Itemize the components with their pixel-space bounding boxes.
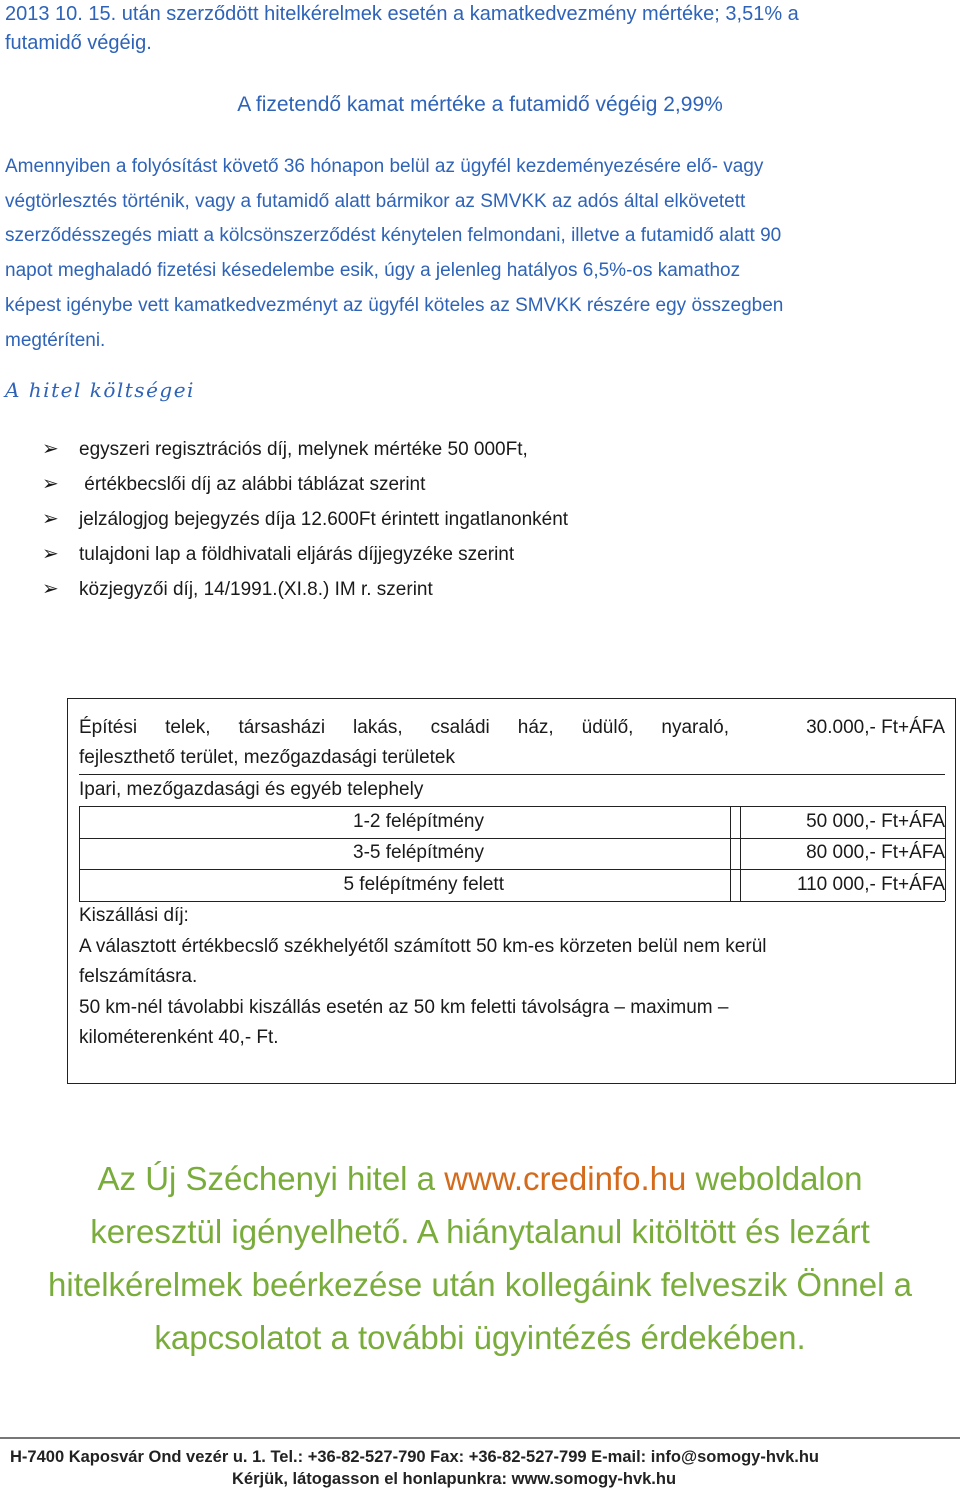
travel-fee-line: kilométerenként 40,- Ft. [79,1027,279,1048]
paragraph-line: megtéríteni. [5,329,106,351]
footer-divider [0,1437,960,1439]
footer-website-line: Kérjük, látogasson el honlapunkra: www.somogy-hvk.hu [232,1470,677,1488]
promo-line-3: hitelkérelmek beérkezése után kollegáink felveszik Önnel a [48,1266,912,1303]
paragraph-line: képest igénybe vett kamatkedvezményt az ügyfél köteles az SMVKK részére egy összegben [5,294,784,316]
table-cell-label: 5 felépítmény felett [343,874,504,895]
travel-fee-line: 50 km-nél távolabbi kiszállás esetén az 50 km feletti távolságra – maximum – [79,997,729,1018]
promo-line-2: keresztül igényelhető. A hiánytalanul kitöltött és lezárt [90,1213,870,1250]
travel-fee-line: A választott értékbecslő székhelyétől számított 50 km-es körzeten belül nem kerül [79,936,767,957]
paragraph-line: Amennyiben a folyósítást követő 36 hónapon belül az ügyfél kezdeményezésére elő- vagy [5,156,764,177]
travel-fee-line: felszámításra. [79,966,198,987]
paragraph-line: szerződésszegés miatt a kölcsönszerződést kénytelen felmondani, illetve a futamidő alatt 90 [5,225,782,247]
list-item [0,537,900,572]
travel-fee-title: Kiszállási díj: [79,905,189,926]
promo-line-1 [0,1152,960,1205]
intro-line-2: futamidő végéig. [5,32,152,54]
table-border [79,806,80,901]
promo-line-4: kapcsolatot a további ügyintézés érdekében. [154,1319,806,1356]
rate-heading: A fizetendő kamat mértéke a futamidő végéig 2,99% [237,93,723,116]
costs-list [0,432,900,607]
list-item-text: tulajdoni lap a földhivatali eljárás díjjegyzéke szerint [79,544,515,565]
list-item-text: közjegyzői díj, 14/1991.(XI.8.) IM r. szerint [79,579,433,600]
table-cell-desc: Építési telek, társasházi lakás, családi ház, üdülő, nyaraló, [79,717,729,738]
list-item-text: jelzálogjog bejegyzés díja 12.600Ft érintett ingatlanonként [79,509,569,530]
valuation-fee-table [67,698,956,1084]
list-item [0,467,900,502]
table-cell-price: 30.000,- Ft+ÁFA [806,717,945,738]
intro-text [5,0,945,58]
arrow-bullet-icon: ➢ [42,438,59,460]
paragraph-line: napot meghaladó fizetési késedelembe esik, úgy a jelenleg hatályos 6,5%-os kamathoz [5,260,741,282]
arrow-bullet-icon: ➢ [42,578,59,600]
repayment-paragraph [5,150,945,358]
list-item-text: egyszeri regisztrációs díj, melynek mértéke 50 000Ft, [79,439,528,460]
table-cell-label: 3-5 felépítmény [353,842,484,863]
table-cell-price: 110 000,- Ft+ÁFA [796,874,945,895]
list-item-text: értékbecslői díj az alábbi táblázat szerint [79,474,426,495]
table-border [730,806,731,901]
arrow-bullet-icon: ➢ [42,473,59,495]
promo-text-part: Az Új Széchenyi hitel a [97,1160,445,1197]
intro-line-1: 2013 10. 15. után szerződött hitelkérelmek esetén a kamatkedvezmény mértéke; 3,51% a [5,3,799,25]
list-item [0,572,900,607]
footer [10,1446,950,1490]
list-item [0,432,900,467]
arrow-bullet-icon: ➢ [42,508,59,530]
table-cell-price: 50 000,- Ft+ÁFA [806,811,945,832]
table-border [740,806,741,901]
promo-text-part: weboldalon [686,1160,863,1197]
promo-text [0,1152,960,1364]
table-cell-desc: fejleszthető terület, mezőgazdasági területek [79,747,455,768]
costs-section-title: A hitel költségei [5,378,195,402]
list-item [0,502,900,537]
footer-contact-line: H-7400 Kaposvár Ond vezér u. 1. Tel.: +36-82-527-790 Fax: +36-82-527-799 E-mail: info@somogy-hvk.hu [10,1448,820,1466]
paragraph-line: végtörlesztés történik, vagy a futamidő alatt bármikor az SMVKK az adós által elkövetett [5,190,746,212]
table-cell-price: 80 000,- Ft+ÁFA [806,842,945,863]
credinfo-link[interactable]: www.credinfo.hu [444,1160,687,1197]
table-cell-desc: Ipari, mezőgazdasági és egyéb telephely [79,779,424,800]
arrow-bullet-icon: ➢ [42,543,59,565]
table-border [945,806,946,901]
table-cell-label: 1-2 felépítmény [353,811,484,832]
